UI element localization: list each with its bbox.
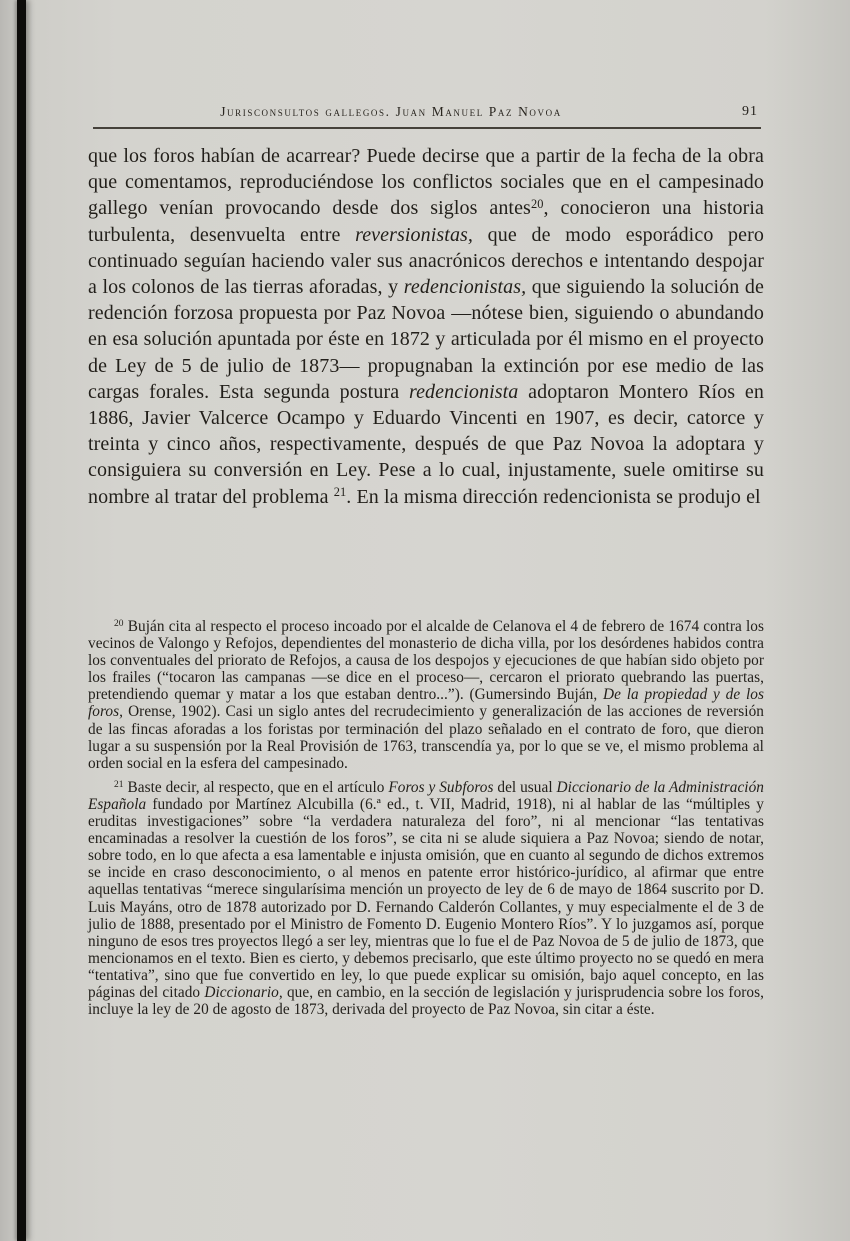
body-text-segment: que siguiendo la solución de redención forzosa propuesta por Paz Novoa —nótese bien, siguiendo o abundando en esa solución apuntada por éste en 1872 y articulada por él mismo en el proyecto de Ley de 5 de julio de 1873— propugnaban la extinción por ese medio de las cargas forales. Esta segunda postura	[88, 276, 764, 403]
footnote-text-segment: Orense, 1902). Casi un siglo antes del recrudecimiento y generalización de las acciones de reversión de las fincas aforadas a los foristas por terminación del plazo señalado en el contrato de foro, que dieron lugar a su suspensión por la Real Provisión de 1763, transcendía ya, por lo que se ve, el mismo problema al orden social en la esfera del campesinado.	[88, 703, 764, 772]
footnote-text-segment: Baste decir, al respecto, que en el artículo	[123, 778, 389, 796]
body-italic-redencionista: redencionista	[408, 380, 519, 403]
page-header	[90, 104, 762, 124]
footnote-text-segment: Buján cita al respecto el proceso incoado por el alcalde de Celanova el 4 de febrero de 1674 contra los vecinos de Valongo y Refojos, dependientes del monasterio de dicha villa, por los desórdenes habidos contra los conventuales del priorato de Refojos, a causa de los despojos y ejecuciones de que habían sido objeto por los frailes (“tocaron las campanas —se dice en el proceso—, cercaron el priorato quebrando las puertas, pretendiendo quemar y matar a los que estaban dentro...”). (Gumersindo Buján,	[88, 618, 764, 704]
footnote-ref-21: 21	[333, 484, 347, 499]
footnotes-section	[88, 618, 764, 1025]
body-text-segment: que de modo esporádico pero continuado seguían haciendo valer sus anacrónicos derechos e intentando despojar a los colonos de las tierras aforadas, y	[88, 223, 764, 299]
footnote-20-italic-title: De la propiedad y de los foros,	[88, 686, 764, 721]
body-italic-redencionistas: redencionistas,	[403, 276, 527, 299]
footnote-ref-20: 20	[530, 196, 544, 211]
footnote-20-marker: 20	[114, 618, 124, 629]
footnote-text-segment: fundado por Martínez Alcubilla (6.ª ed., t. VII, Madrid, 1918), ni al hablar de las “múltiples y eruditas investigaciones” sobre “la verdadera naturaleza del foro”, ni al mencionar “las tentativas encaminadas a resolver la cuestión de los foros”, se cita ni se alude siquiera a Paz Novoa; siendo de notar, sobre todo, en lo que afecta a esa lamentable e injusta omisión, que en cuanto al segundo de dichos extremos se incide en craso desconocimiento, o al menos en patente error histórico-jurídico, al afirmar que entre aquellas tentativas “merece singularísima mención un proyecto de ley de 6 de mayo de 1864 suscrito por D. Luis Mayáns, otro de 1878 autorizado por D. Fernando Calderón Collantes, y muy especialmente el de 3 de julio de 1888, presentado por el Ministro de Fomento D. Eugenio Montero Ríos”. Y lo juzgamos así, porque ninguno de esos tres proyectos llegó a ser ley, mientras que lo fue el de Paz Novoa de 5 de julio de 1873, que mencionamos en el texto. Bien es cierto, y debemos precisarlo, que este último proyecto no se quedó en mera “tentativa”, sino que fue convertido en ley, lo que puede explicar su omisión, bajo aquel concepto, en las páginas del citado	[88, 795, 764, 1001]
page-number: 91	[742, 104, 758, 119]
body-text-segment: adoptaron Montero Ríos en 1886, Javier Valcerce Ocampo y Eduardo Vincenti en 1907, es decir, catorce y treinta y cinco años, respectivamente, después de que Paz Novoa la adoptara y consiguiera su conversión en Ley. Pese a lo cual, injustamente, suele omitirse su nombre al tratar del problema	[88, 380, 764, 508]
body-text-segment: . En la misma dirección redencionista se produjo el	[346, 485, 761, 508]
running-title: Jurisconsultos gallegos. Juan Manuel Paz Novoa	[220, 104, 562, 119]
footnote-text-segment: que, en cambio, en la sección de legislación y jurisprudencia sobre los foros, incluye la ley de 20 de agosto de 1873, derivada del proyecto de Paz Novoa, sin citar a éste.	[88, 983, 764, 1019]
body-text-segment: , conocieron una historia turbulenta, desenvuelta entre	[88, 197, 764, 246]
footnote-21-italic-dictionary-short: Diccionario,	[204, 983, 283, 1001]
footnote-21-italic-article: Foros y Subforos	[388, 778, 494, 796]
body-paragraph	[88, 143, 764, 510]
footnote-21-marker: 21	[114, 779, 124, 790]
footnote-text-segment: del usual	[493, 778, 557, 796]
header-rule	[93, 127, 761, 129]
footnote-21-italic-dictionary: Diccionario de la Administración Española	[88, 778, 764, 813]
footnote-20	[88, 618, 764, 772]
binding-shadow	[17, 0, 26, 1241]
footnote-21	[88, 779, 764, 1018]
body-italic-reversionistas: reversionistas,	[355, 223, 474, 246]
body-text-segment: que los foros habían de acarrear? Puede decirse que a partir de la fecha de la obra que comentamos, reproduciéndose los conflictos sociales que en el campesinado gallego venían provocando desde dos siglos antes	[88, 145, 764, 220]
